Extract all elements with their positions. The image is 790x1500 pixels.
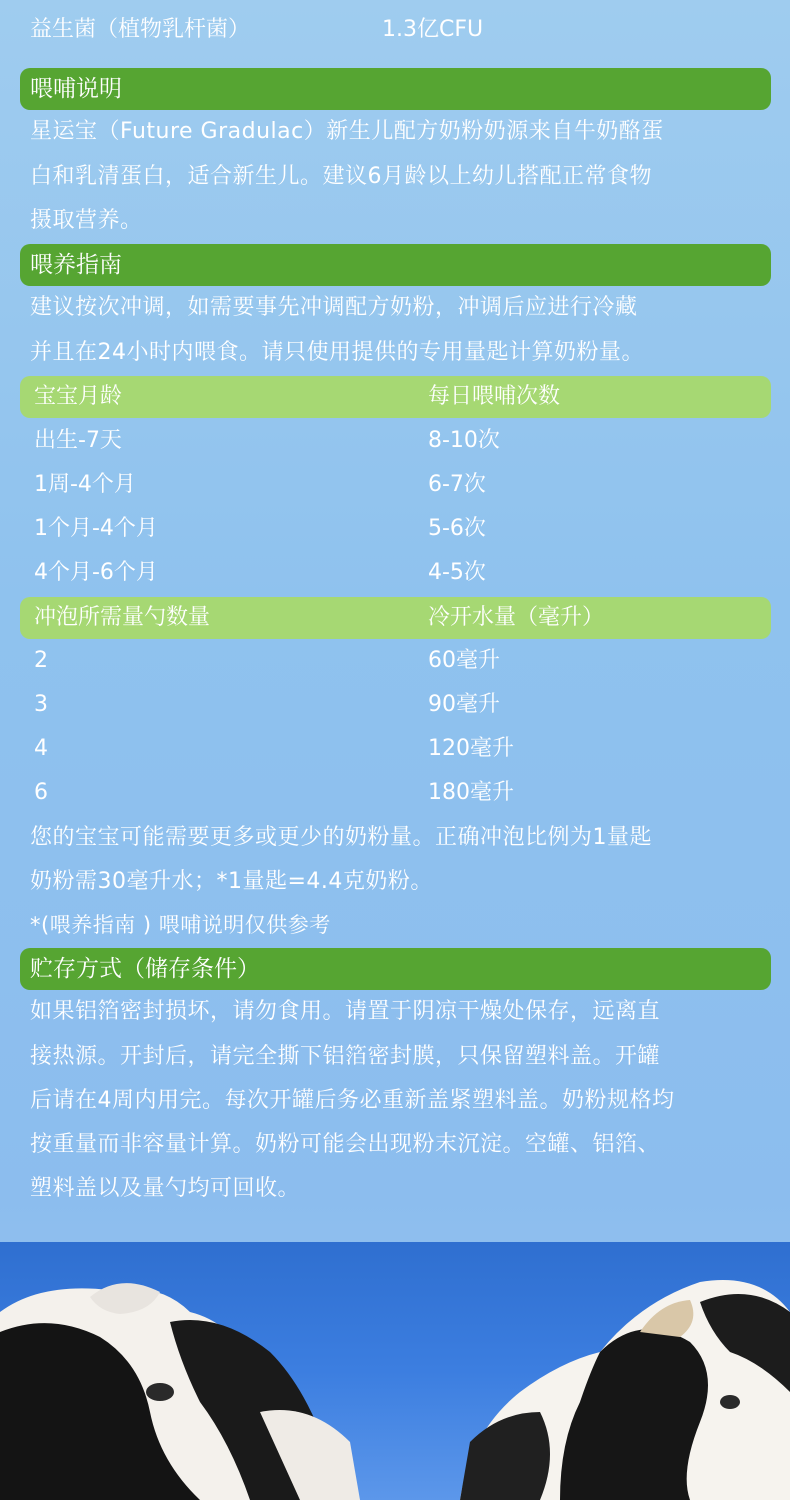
table-row xyxy=(20,639,771,683)
scoops-cell: 6 xyxy=(34,780,48,805)
age-column-header: 宝宝月龄 xyxy=(34,384,123,409)
table-row xyxy=(20,683,771,727)
feedings-column-header: 每日喂哺次数 xyxy=(428,384,561,409)
feedings-cell: 8-10次 xyxy=(428,428,500,453)
age-cell: 1个月-4个月 xyxy=(34,516,158,541)
age-cell: 1周-4个月 xyxy=(34,472,136,497)
age-cell: 4个月-6个月 xyxy=(34,560,158,585)
water-cell: 120毫升 xyxy=(428,736,514,761)
table-row xyxy=(20,507,771,551)
cows-illustration xyxy=(0,1242,790,1500)
feeding-guide-line: 并且在24小时内喂食。请只使用提供的专用量匙计算奶粉量。 xyxy=(30,340,644,365)
scoops-column-header: 冲泡所需量勺数量 xyxy=(34,605,211,630)
storage-heading: 贮存方式（储存条件） xyxy=(20,948,771,990)
storage-line: 按重量而非容量计算。奶粉可能会出现粉末沉淀。空罐、铝箔、 xyxy=(30,1132,661,1157)
feeding-intro-heading: 喂哺说明 xyxy=(20,68,771,110)
water-column-header: 冷开水量（毫升） xyxy=(428,605,605,630)
scoops-cell: 3 xyxy=(34,692,48,717)
water-cell: 180毫升 xyxy=(428,780,514,805)
age-table-header xyxy=(20,376,771,418)
storage-line: 接热源。开封后，请完全撕下铝箔密封膜，只保留塑料盖。开罐 xyxy=(30,1044,661,1069)
table-row xyxy=(20,727,771,771)
table-row xyxy=(20,771,771,815)
storage-line: 后请在4周内用完。每次开罐后务必重新盖紧塑料盖。奶粉规格均 xyxy=(30,1088,675,1113)
probiotic-value: 1.3亿CFU xyxy=(382,17,484,42)
feedings-cell: 4-5次 xyxy=(428,560,486,585)
table-row xyxy=(20,551,771,595)
table-row xyxy=(20,463,771,507)
cows-photo xyxy=(0,1242,790,1500)
left-cow xyxy=(0,1283,360,1500)
water-cell: 90毫升 xyxy=(428,692,500,717)
scoop-table-header xyxy=(20,597,771,639)
water-cell: 60毫升 xyxy=(428,648,500,673)
storage-line: 如果铝箔密封损坏，请勿食用。请置于阴凉干燥处保存，远离直 xyxy=(30,999,661,1024)
notes-line: 您的宝宝可能需要更多或更少的奶粉量。正确冲泡比例为1量匙 xyxy=(30,825,652,850)
scoops-cell: 2 xyxy=(34,648,48,673)
right-cow xyxy=(460,1280,790,1500)
feeding-guide-heading: 喂养指南 xyxy=(20,244,771,286)
disclaimer: *(喂养指南 ) 喂哺说明仅供参考 xyxy=(30,913,331,937)
notes-line: 奶粉需30毫升水；*1量匙=4.4克奶粉。 xyxy=(30,869,433,894)
feeding-intro-line: 星运宝（Future Gradulac）新生儿配方奶粉奶源来自牛奶酪蛋 xyxy=(30,119,664,144)
feeding-intro-line: 摄取营养。 xyxy=(30,208,143,233)
storage-line: 塑料盖以及量勺均可回收。 xyxy=(30,1176,301,1201)
feedings-cell: 5-6次 xyxy=(428,516,486,541)
scoops-cell: 4 xyxy=(34,736,48,761)
feedings-cell: 6-7次 xyxy=(428,472,486,497)
table-row xyxy=(20,419,771,463)
probiotic-label: 益生菌（植物乳杆菌） xyxy=(30,17,251,42)
age-cell: 出生-7天 xyxy=(34,428,122,453)
feeding-intro-line: 白和乳清蛋白，适合新生儿。建议6月龄以上幼儿搭配正常食物 xyxy=(30,164,652,189)
feeding-guide-line: 建议按次冲调，如需要事先冲调配方奶粉，冲调后应进行冷藏 xyxy=(30,295,638,320)
